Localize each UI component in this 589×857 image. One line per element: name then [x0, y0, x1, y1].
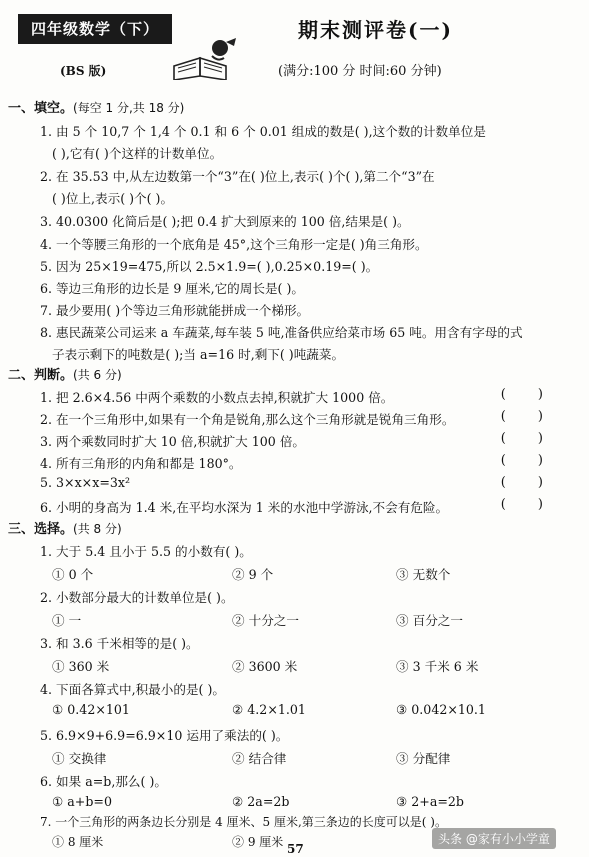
choice-question: 6. 如果 a=b,那么( )。 [40, 774, 167, 789]
answer-parentheses[interactable]: ( ) [500, 453, 557, 468]
section-true-false-heading [8, 364, 122, 383]
choice-question: 1. 大于 5.4 且小于 5.5 的小数有( )。 [40, 544, 252, 559]
answer-parentheses[interactable]: ( ) [500, 431, 557, 446]
section-title: 一、填空。 [8, 101, 74, 116]
score-time-info: (满分:100 分 时间:60 分钟) [278, 64, 442, 79]
judgment-item: 3. 两个乘数同时扩大 10 倍,积就扩大 100 倍。 [40, 434, 306, 449]
answer-parentheses[interactable]: ( ) [500, 387, 557, 402]
section-score-note: (共 6 分) [73, 368, 122, 382]
answer-parentheses[interactable]: ( ) [500, 475, 557, 490]
question-line: 3. 40.0300 化简后是( );把 0.4 扩大到原来的 100 倍,结果是( )。 [40, 214, 410, 229]
question-line: 7. 最少要用( )个等边三角形就能拼成一个梯形。 [40, 303, 310, 318]
reading-student-icon [170, 36, 238, 80]
judgment-item: 4. 所有三角形的内角和都是 180°。 [40, 456, 242, 471]
question-line: ( ),它有( )个这样的计数单位。 [52, 146, 223, 161]
section-fill-in-heading [8, 97, 184, 116]
judgment-item: 2. 在一个三角形中,如果有一个角是锐角,那么这个三角形就是锐角三角形。 [40, 412, 455, 427]
question-line: 8. 惠民蔬菜公司运来 a 车蔬菜,每车装 5 吨,准备供应给菜市场 65 吨。用含有字母的式 [40, 325, 523, 340]
answer-parentheses[interactable]: ( ) [500, 497, 557, 512]
section-multiple-choice-heading [8, 518, 122, 537]
choice-option[interactable]: ① 0 个 [52, 567, 94, 582]
choice-option[interactable]: ③ 无数个 [396, 567, 451, 582]
page-number: 57 [287, 842, 304, 856]
choice-option[interactable]: ① 360 米 [52, 659, 110, 674]
question-line: 6. 等边三角形的边长是 9 厘米,它的周长是( )。 [40, 281, 304, 296]
choice-option[interactable]: ① 一 [52, 613, 82, 628]
choice-option[interactable]: ② 2a=2b [232, 794, 290, 809]
choice-option[interactable]: ③ 百分之一 [396, 613, 463, 628]
choice-option[interactable]: ② 结合律 [232, 751, 287, 766]
choice-question: 7. 一个三角形的两条边长分别是 4 厘米、5 厘米,第三条边的长度可以是( )。 [40, 815, 447, 829]
choice-option[interactable]: ② 9 个 [232, 567, 274, 582]
grade-badge: 四年级数学（下） [18, 14, 172, 44]
question-line: ( )位上,表示( )个( )。 [52, 191, 174, 206]
choice-option[interactable]: ① 8 厘米 [52, 835, 104, 849]
choice-option[interactable]: ② 3600 米 [232, 659, 298, 674]
question-line: 4. 一个等腰三角形的一个底角是 45°,这个三角形一定是( )角三角形。 [40, 237, 428, 252]
choice-option[interactable]: ② 9 厘米 [232, 835, 284, 849]
section-title: 三、选择。 [8, 522, 74, 537]
choice-option[interactable]: ① 0.42×101 [52, 702, 130, 717]
section-score-note: (共 8 分) [73, 522, 122, 536]
watermark: 头条 @家有小小学童 [432, 828, 556, 849]
question-line: 1. 由 5 个 10,7 个 1,4 个 0.1 和 6 个 0.01 组成的数是( ),这个数的计数单位是 [40, 124, 486, 139]
choice-option[interactable]: ② 十分之一 [232, 613, 299, 628]
choice-question: 5. 6.9×9+6.9=6.9×10 运用了乘法的( )。 [40, 728, 289, 743]
choice-option[interactable]: ① a+b=0 [52, 794, 112, 809]
choice-option[interactable]: ③ 0.042×10.1 [396, 702, 486, 717]
judgment-item: 1. 把 2.6×4.56 中两个乘数的小数点去掉,积就扩大 1000 倍。 [40, 390, 394, 405]
choice-option[interactable]: ③ 2+a=2b [396, 794, 464, 809]
choice-option[interactable]: ③ 分配律 [396, 751, 451, 766]
section-title: 二、判断。 [8, 368, 74, 383]
edition-label: (BS 版) [60, 64, 107, 78]
choice-question: 2. 小数部分最大的计数单位是( )。 [40, 590, 234, 605]
choice-question: 3. 和 3.6 千米相等的是( )。 [40, 636, 199, 651]
judgment-item: 6. 小明的身高为 1.4 米,在平均水深为 1 米的水池中学游泳,不会有危险。 [40, 500, 449, 515]
question-line: 子表示剩下的吨数是( );当 a=16 时,剩下( )吨蔬菜。 [52, 347, 345, 362]
choice-option[interactable]: ③ 3 千米 6 米 [396, 659, 479, 674]
judgment-item: 5. 3×x×x=3x² [40, 475, 131, 490]
question-line: 5. 因为 25×19=475,所以 2.5×1.9=( ),0.25×0.19=( )。 [40, 259, 379, 274]
question-line: 2. 在 35.53 中,从左边数第一个“3”在( )位上,表示( )个( ),第二个“3”在 [40, 169, 435, 184]
page-title: 期末测评卷(一) [298, 18, 453, 42]
choice-option[interactable]: ② 4.2×1.01 [232, 702, 306, 717]
answer-parentheses[interactable]: ( ) [500, 409, 557, 424]
choice-option[interactable]: ① 交换律 [52, 751, 107, 766]
choice-question: 4. 下面各算式中,积最小的是( )。 [40, 682, 225, 697]
section-score-note: (每空 1 分,共 18 分) [73, 101, 185, 115]
